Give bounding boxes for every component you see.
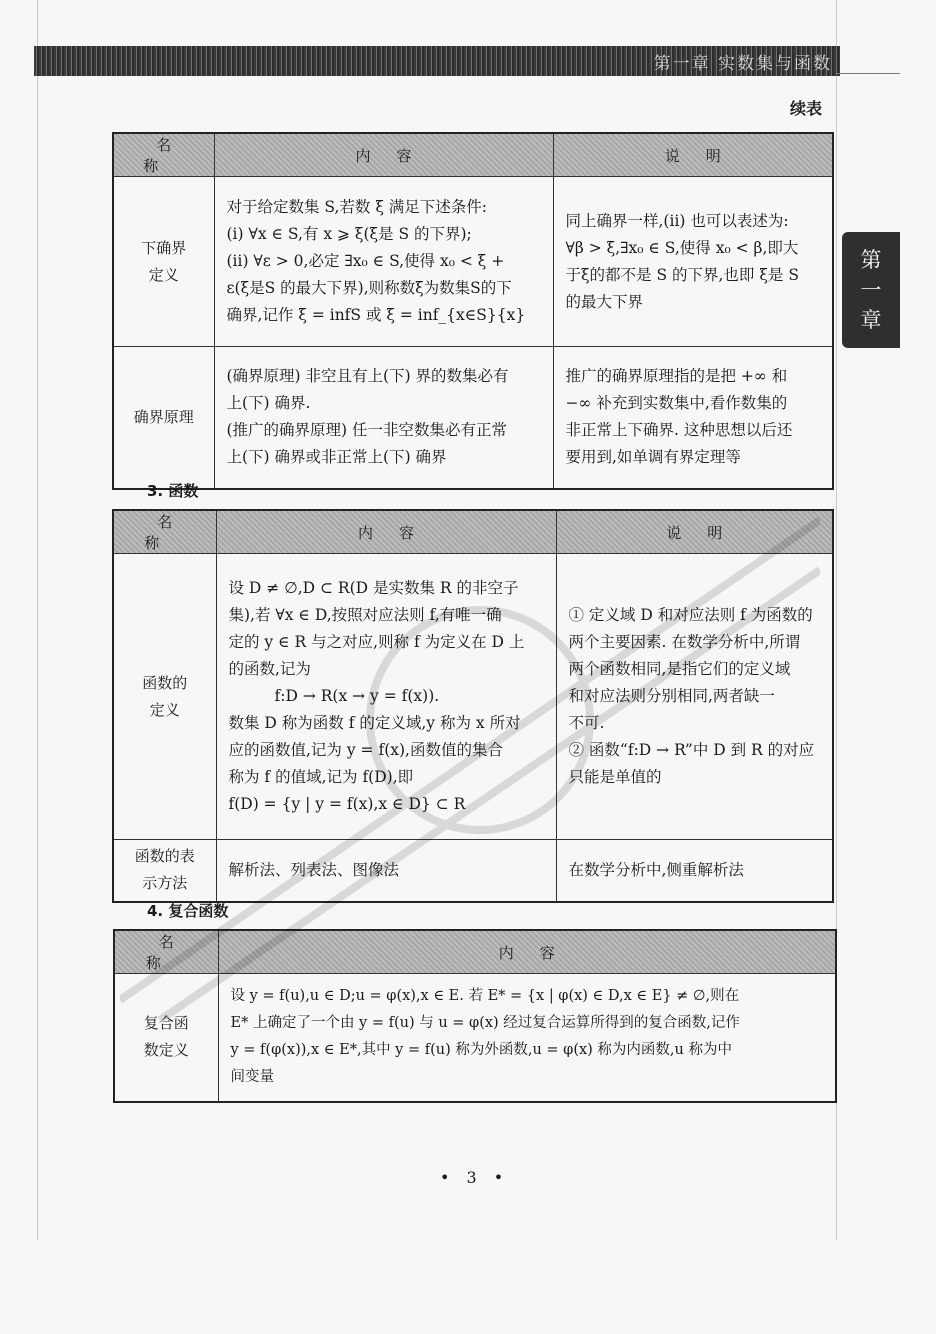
table-header-row <box>114 930 836 974</box>
row-name-line: 函数的 <box>142 673 188 692</box>
column-header: 内容 <box>218 930 836 974</box>
row-name-cell <box>113 554 216 840</box>
row-name-line: 定义 <box>149 700 180 719</box>
note-line: −∞ 补充到实数集中,看作数集的 <box>565 394 788 413</box>
content-line: y = f(φ(x)),x ∈ E*,其中 y = f(u) 称为外函数,u = φ(x) 称为内函数,u 称为中 <box>230 1042 732 1059</box>
content-line: 的函数,记为 <box>228 660 311 678</box>
table-row <box>114 974 836 1102</box>
content-line: (ⅱ) ∀ε > 0,必定 ∃x₀ ∈ S,使得 x₀ < ξ + <box>226 252 505 270</box>
note-line: 在数学分析中,侧重解析法 <box>568 860 744 879</box>
row-name-cell <box>113 347 214 489</box>
content-line: E* 上确定了一个由 y = f(u) 与 u = φ(x) 经过复合运算所得到的复合函数,记作 <box>230 1015 740 1032</box>
function-table <box>112 509 834 903</box>
content-line: 确界,记作 ξ = infS 或 ξ = inf_{x∈S}{x} <box>226 306 526 324</box>
content-line: 上(下) 确界. <box>226 394 311 413</box>
note-line: 的最大下界 <box>565 292 644 311</box>
row-note-cell <box>553 347 833 489</box>
column-header: 名称 <box>113 510 216 554</box>
row-content-cell <box>218 974 836 1102</box>
note-line: ① 定义域 D 和对应法则 f 为函数的 <box>568 606 813 624</box>
row-name-line: 复合函 <box>143 1014 189 1033</box>
content-line: 上(下) 确界或非正常上(下) 确界 <box>226 448 447 467</box>
row-note-cell <box>553 177 833 347</box>
table-row <box>113 347 833 489</box>
table-row <box>113 840 833 902</box>
content-line: 数集 D 称为函数 f 的定义域,y 称为 x 所对 <box>228 714 521 732</box>
page-number: • 3 • <box>440 1168 510 1187</box>
row-content-cell <box>216 554 556 840</box>
table-row <box>113 177 833 347</box>
column-header: 名称 <box>113 133 214 177</box>
row-name-line: 示方法 <box>142 874 188 893</box>
note-line: ∀β > ξ,∃x₀ ∈ S,使得 x₀ < β,即大 <box>565 238 799 257</box>
note-line: 不可. <box>568 714 605 732</box>
content-line: (确界原理) 非空且有上(下) 界的数集必有 <box>226 367 509 386</box>
row-note-cell <box>556 554 833 840</box>
column-header: 内容 <box>216 510 556 554</box>
note-line: 推广的确界原理指的是把 +∞ 和 <box>565 367 788 386</box>
note-line: 两个主要因素. 在数学分析中,所谓 <box>568 633 801 651</box>
chapter-header-title: 第一章 实数集与函数 <box>653 54 832 74</box>
content-line: 对于给定数集 S,若数 ξ 满足下述条件: <box>226 198 488 216</box>
chapter-tab <box>842 232 900 348</box>
content-line: 集),若 ∀x ∈ D,按照对应法则 f,有唯一确 <box>228 606 502 624</box>
column-header: 说明 <box>556 510 833 554</box>
note-line: 非正常上下确界. 这种思想以后还 <box>565 421 793 440</box>
content-line: 定的 y ∈ R 与之对应,则称 f 为定义在 D 上 <box>228 633 525 651</box>
note-line: 于ξ的都不是 S 的下界,也即 ξ是 S <box>565 265 799 284</box>
row-name-line: 数定义 <box>143 1041 189 1060</box>
row-name-cell <box>113 177 214 347</box>
note-line: ② 函数“f:D → R”中 D 到 R 的对应 <box>568 741 815 759</box>
column-header: 内容 <box>214 133 553 177</box>
continuation-label: 续表 <box>790 99 823 118</box>
content-line: 解析法、列表法、图像法 <box>228 860 400 879</box>
note-line: 同上确界一样,(ⅱ) 也可以表述为: <box>565 211 789 230</box>
chapter-tab-char: 章 <box>860 308 882 332</box>
content-line: (ⅰ) ∀x ∈ S,有 x ⩾ ξ(ξ是 S 的下界); <box>226 225 472 243</box>
row-name-line: 函数的表 <box>134 847 195 866</box>
content-line: (推广的确界原理) 任一非空数集必有正常 <box>226 421 508 440</box>
content-line: 设 y = f(u),u ∈ D;u = φ(x),x ∈ E. 若 E* = {x | φ(x) ∈ D,x ∈ E} ≠ ∅,则在 <box>230 988 740 1005</box>
row-name-line: 确界原理 <box>133 407 194 426</box>
chapter-tab-char: 第 <box>860 248 882 272</box>
note-line: 两个函数相同,是指它们的定义域 <box>568 660 791 678</box>
row-name-cell <box>113 840 216 902</box>
column-header: 名称 <box>114 930 218 974</box>
table-row <box>113 554 833 840</box>
composite-function-table <box>113 929 837 1103</box>
infimum-table <box>112 132 834 490</box>
column-header: 说明 <box>553 133 833 177</box>
content-line: f(D) = {y | y = f(x),x ∈ D} ⊂ R <box>228 795 466 813</box>
content-line: 间变量 <box>230 1069 274 1086</box>
formula-line: f:D → R(x → y = f(x)). <box>274 687 440 705</box>
chapter-tab-char: 一 <box>860 278 882 302</box>
page-edge-left <box>37 0 38 1240</box>
chapter-header-band <box>34 46 840 76</box>
content-line: 应的函数值,记为 y = f(x),函数值的集合 <box>228 741 503 759</box>
header-rule <box>836 73 900 74</box>
row-content-cell <box>214 177 553 347</box>
row-name-line: 定义 <box>148 265 179 284</box>
content-line: 称为 f 的值域,记为 f(D),即 <box>228 768 414 786</box>
note-line: 只能是单值的 <box>568 768 662 786</box>
row-content-cell <box>216 840 556 902</box>
content-line: 设 D ≠ ∅,D ⊂ R(D 是实数集 R 的非空子 <box>228 579 519 597</box>
section-heading: 3. 函数 <box>147 482 199 500</box>
section-heading: 4. 复合函数 <box>147 902 229 920</box>
table-header-row <box>113 510 833 554</box>
note-line: 要用到,如单调有界定理等 <box>565 448 741 467</box>
table-header-row <box>113 133 833 177</box>
row-name-line: 下确界 <box>141 238 187 257</box>
row-content-cell <box>214 347 553 489</box>
content-line: ε(ξ是S 的最大下界),则称数ξ为数集S的下 <box>226 279 512 297</box>
note-line: 和对应法则分别相同,两者缺一 <box>568 687 775 705</box>
row-name-cell <box>114 974 218 1102</box>
row-note-cell <box>556 840 833 902</box>
